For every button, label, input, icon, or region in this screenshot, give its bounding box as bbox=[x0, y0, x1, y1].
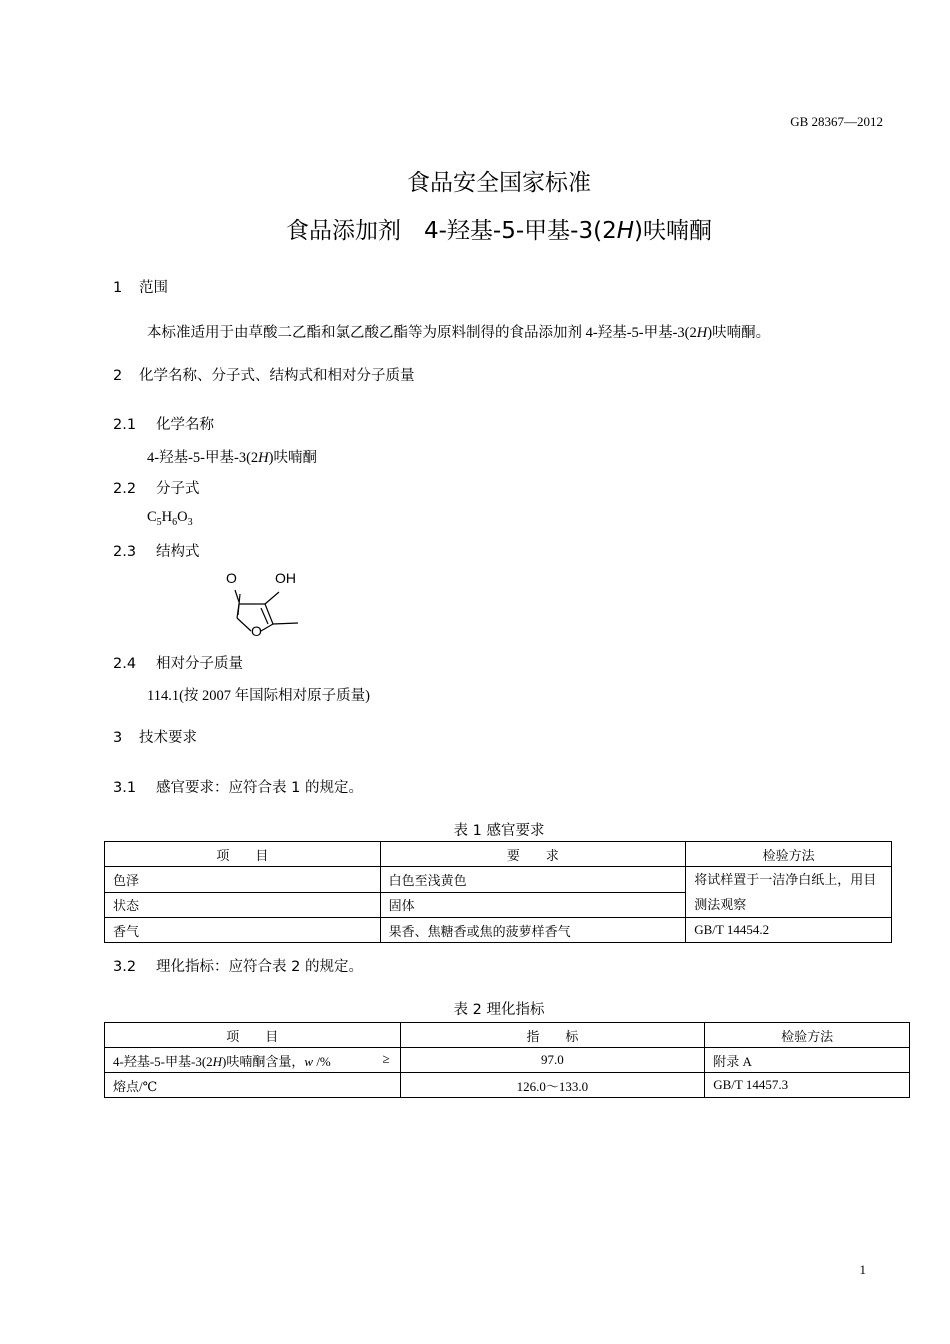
section-2-heading: 2 化学名称、分子式、结构式和相对分子质量 bbox=[113, 368, 415, 384]
table-row bbox=[105, 1073, 910, 1098]
cell-requirement: 固体 bbox=[380, 892, 686, 918]
header-index: 指 标 bbox=[400, 1023, 705, 1048]
section-3-1-heading: 3.1 感官要求：应符合表 1 的规定。 bbox=[113, 780, 363, 796]
cell-item: 色泽 bbox=[105, 867, 381, 893]
document-title: 食品安全国家标准 bbox=[407, 170, 591, 196]
table-row bbox=[105, 867, 892, 893]
table-1-caption: 表 1 感官要求 bbox=[453, 823, 545, 839]
molecular-formula: $C_5H_6O_3$ bbox=[147, 509, 193, 528]
header-item: 项 目 bbox=[105, 842, 381, 867]
section-2-4-heading: 2.4 相对分子质量 bbox=[113, 656, 243, 672]
document-subtitle: 食品添加剂 4-羟基-5-甲基-3(2H)呋喃酮 bbox=[286, 218, 712, 244]
table-row bbox=[105, 918, 892, 943]
structural-formula bbox=[215, 566, 315, 642]
table-header-row bbox=[105, 1023, 910, 1048]
section-2-3-heading: 2.3 结构式 bbox=[113, 544, 200, 560]
physicochemical-indices-table bbox=[104, 1022, 910, 1098]
molecular-mass: 114.1(按 2007 年国际相对原子质量) bbox=[147, 688, 370, 704]
section-1-text: 本标准适用于由草酸二乙酯和氯乙酸乙酯等为原料制得的食品添加剂 4-羟基-5-甲基-3(2H)呋喃酮。 bbox=[147, 325, 771, 341]
cell-requirement: 白色至浅黄色 bbox=[380, 867, 686, 893]
cell-method: 附录 A bbox=[705, 1048, 910, 1073]
standard-code: GB 28367—2012 bbox=[790, 114, 883, 129]
cell-method-merged: 将试样置于一洁净白纸上，用目测法观察 bbox=[686, 867, 892, 918]
section-2-2-heading: 2.2 分子式 bbox=[113, 481, 200, 497]
header-item: 项 目 bbox=[105, 1023, 401, 1048]
header-requirement: 要 求 bbox=[380, 842, 686, 867]
cell-method: GB/T 14454.2 bbox=[686, 918, 892, 943]
page-number: 1 bbox=[859, 1262, 866, 1277]
cell-method: GB/T 14457.3 bbox=[705, 1073, 910, 1098]
cell-value: 97.0 bbox=[400, 1048, 705, 1073]
atom-o-ring: O bbox=[251, 623, 262, 639]
bond-c2-o bbox=[237, 618, 251, 631]
cell-item: 熔点/℃ bbox=[105, 1073, 401, 1098]
bond-c4-oh bbox=[265, 592, 279, 604]
header-method: 检验方法 bbox=[686, 842, 892, 867]
cell-item: 4-羟基-5-甲基-3(2H)呋喃酮含量，w /% ≥ bbox=[105, 1048, 401, 1073]
bond-c5-o bbox=[261, 624, 273, 631]
section-3-2-heading: 3.2 理化指标：应符合表 2 的规定。 bbox=[113, 959, 363, 975]
bond-co-double bbox=[235, 590, 239, 602]
section-3-heading: 3 技术要求 bbox=[113, 730, 197, 746]
cell-requirement: 果香、焦糖香或焦的菠萝样香气 bbox=[380, 918, 686, 943]
cell-item: 状态 bbox=[105, 892, 381, 918]
table-header-row bbox=[105, 842, 892, 867]
section-2-1-heading: 2.1 化学名称 bbox=[113, 417, 214, 433]
atom-oh: OH bbox=[275, 570, 296, 586]
cell-item: 香气 bbox=[105, 918, 381, 943]
section-1-heading: 1 范围 bbox=[113, 280, 168, 296]
table-row bbox=[105, 1048, 910, 1073]
cell-value: 126.0～133.0 bbox=[400, 1073, 705, 1098]
chemical-name: 4-羟基-5-甲基-3(2H)呋喃酮 bbox=[147, 450, 317, 466]
header-method: 检验方法 bbox=[705, 1023, 910, 1048]
sensory-requirements-table bbox=[104, 841, 892, 943]
bond-methyl bbox=[273, 623, 298, 624]
table-2-caption: 表 2 理化指标 bbox=[453, 1002, 545, 1018]
atom-o-carbonyl: O bbox=[226, 570, 237, 586]
